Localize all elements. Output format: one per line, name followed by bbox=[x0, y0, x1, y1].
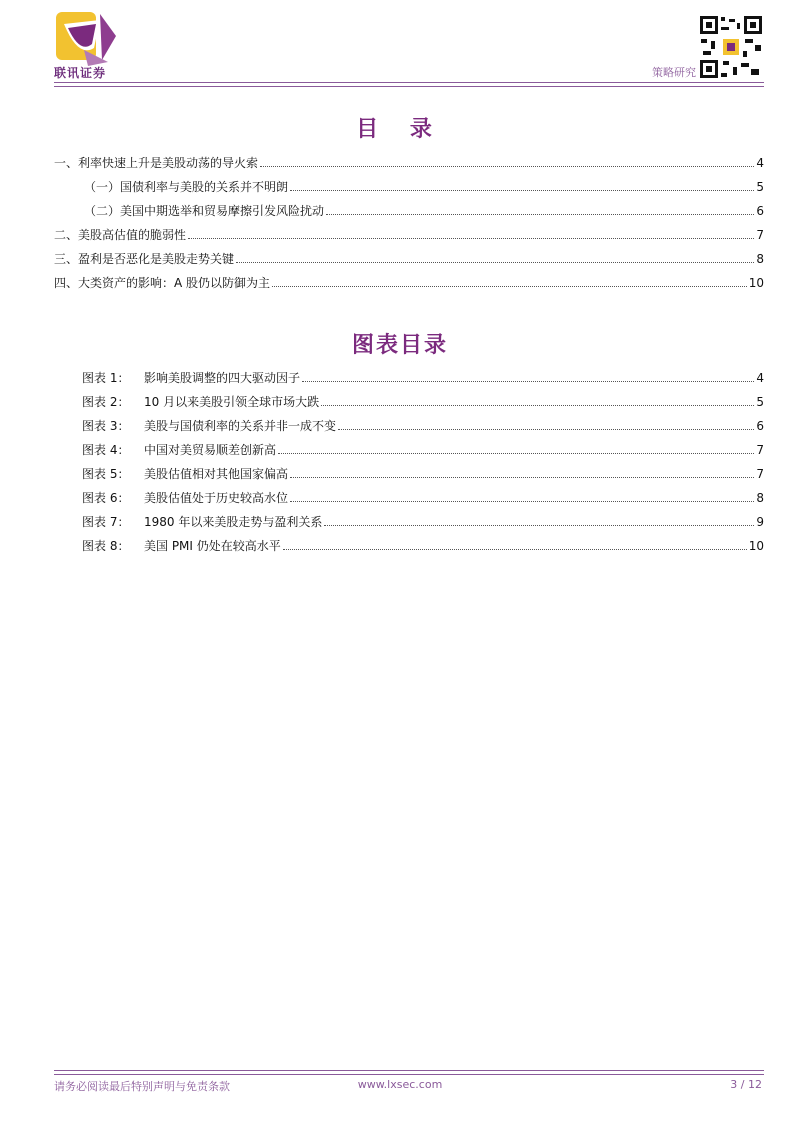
toc-entry[interactable] bbox=[54, 178, 764, 202]
figure-list bbox=[54, 369, 764, 561]
dot-leader bbox=[324, 525, 754, 526]
figure-prefix: 图表 3： bbox=[82, 419, 130, 433]
toc-entry-page: 5 bbox=[756, 180, 764, 194]
toc-entry[interactable] bbox=[54, 202, 764, 226]
figure-prefix: 图表 5： bbox=[82, 467, 130, 481]
figure-prefix: 图表 7： bbox=[82, 515, 130, 529]
figure-label: 美股估值处于历史较高水位 bbox=[144, 491, 289, 505]
figure-page: 8 bbox=[756, 491, 764, 505]
dot-leader bbox=[338, 429, 754, 430]
figure-entry[interactable] bbox=[54, 489, 764, 513]
dot-leader bbox=[290, 501, 754, 502]
toc-entry[interactable] bbox=[54, 154, 764, 178]
figure-prefix: 图表 2： bbox=[82, 395, 130, 409]
figure-page: 5 bbox=[756, 395, 764, 409]
figure-page: 4 bbox=[756, 371, 764, 385]
figure-entry[interactable] bbox=[54, 537, 764, 561]
figure-prefix: 图表 6： bbox=[82, 491, 130, 505]
figure-entry[interactable] bbox=[54, 465, 764, 489]
toc-entry-page: 8 bbox=[756, 252, 764, 266]
toc-entry-page: 10 bbox=[748, 276, 764, 290]
header-divider bbox=[54, 82, 764, 87]
figure-entry[interactable] bbox=[54, 441, 764, 465]
toc-entry-label: 二、美股高估值的脆弱性 bbox=[54, 228, 187, 242]
dot-leader bbox=[302, 381, 754, 382]
dot-leader bbox=[290, 477, 754, 478]
figure-label: 1980 年以来美股走势与盈利关系 bbox=[144, 515, 323, 529]
figure-entry[interactable] bbox=[54, 417, 764, 441]
dot-leader bbox=[321, 405, 754, 406]
toc-entry-label: 一、利率快速上升是美股动荡的导火索 bbox=[54, 156, 259, 170]
dot-leader bbox=[188, 238, 754, 239]
figure-label: 10 月以来美股引领全球市场大跌 bbox=[144, 395, 320, 409]
toc-entry[interactable] bbox=[54, 226, 764, 250]
toc-entry-page: 6 bbox=[756, 204, 764, 218]
dot-leader bbox=[290, 190, 754, 191]
figure-prefix: 图表 8： bbox=[82, 539, 130, 553]
section-tag: 策略研究 bbox=[652, 66, 696, 79]
figure-page: 7 bbox=[756, 443, 764, 457]
toc-title: 目 录 bbox=[356, 117, 444, 142]
figure-label: 美国 PMI 仍处在较高水平 bbox=[144, 539, 281, 553]
dot-leader bbox=[236, 262, 754, 263]
dot-leader bbox=[260, 166, 754, 167]
figure-entry[interactable] bbox=[54, 393, 764, 417]
toc-entry-label: （二）美国中期选举和贸易摩擦引发风险扰动 bbox=[84, 204, 325, 218]
footer-divider bbox=[54, 1070, 764, 1075]
figures-title: 图表目录 bbox=[351, 333, 448, 358]
toc-entry-label: 四、大类资产的影响：A 股仍以防御为主 bbox=[54, 276, 271, 290]
toc-entry-page: 7 bbox=[756, 228, 764, 242]
footer-page-number: 3 / 12 bbox=[730, 1078, 762, 1091]
figure-label: 美股估值相对其他国家偏高 bbox=[144, 467, 289, 481]
figure-label: 中国对美贸易顺差创新高 bbox=[144, 443, 277, 457]
figure-page: 10 bbox=[748, 539, 764, 553]
figure-entry[interactable] bbox=[54, 513, 764, 537]
dot-leader bbox=[326, 214, 754, 215]
qr-code-icon bbox=[699, 15, 763, 79]
figure-prefix: 图表 1： bbox=[82, 371, 130, 385]
toc-entry-label: （一）国债利率与美股的关系并不明朗 bbox=[84, 180, 289, 194]
figure-label: 影响美股调整的四大驱动因子 bbox=[144, 371, 301, 385]
figure-page: 7 bbox=[756, 467, 764, 481]
figure-label: 美股与国债利率的关系并非一成不变 bbox=[144, 419, 337, 433]
toc-entry-page: 4 bbox=[756, 156, 764, 170]
figure-page: 9 bbox=[756, 515, 764, 529]
toc-entry[interactable] bbox=[54, 274, 764, 298]
toc-entry-label: 三、盈利是否恶化是美股走势关键 bbox=[54, 252, 235, 266]
dot-leader bbox=[278, 453, 754, 454]
dot-leader bbox=[283, 549, 747, 550]
footer-website[interactable]: www.lxsec.com bbox=[357, 1078, 443, 1091]
figure-prefix: 图表 4： bbox=[82, 443, 130, 457]
toc-entry[interactable] bbox=[54, 250, 764, 274]
dot-leader bbox=[272, 286, 747, 287]
footer-disclaimer: 请务必阅读最后特别声明与免责条款 bbox=[54, 1080, 230, 1093]
figure-entry[interactable] bbox=[54, 369, 764, 393]
table-of-contents bbox=[54, 154, 764, 298]
logo-text: 联讯证券 bbox=[54, 66, 107, 80]
figure-page: 6 bbox=[756, 419, 764, 433]
